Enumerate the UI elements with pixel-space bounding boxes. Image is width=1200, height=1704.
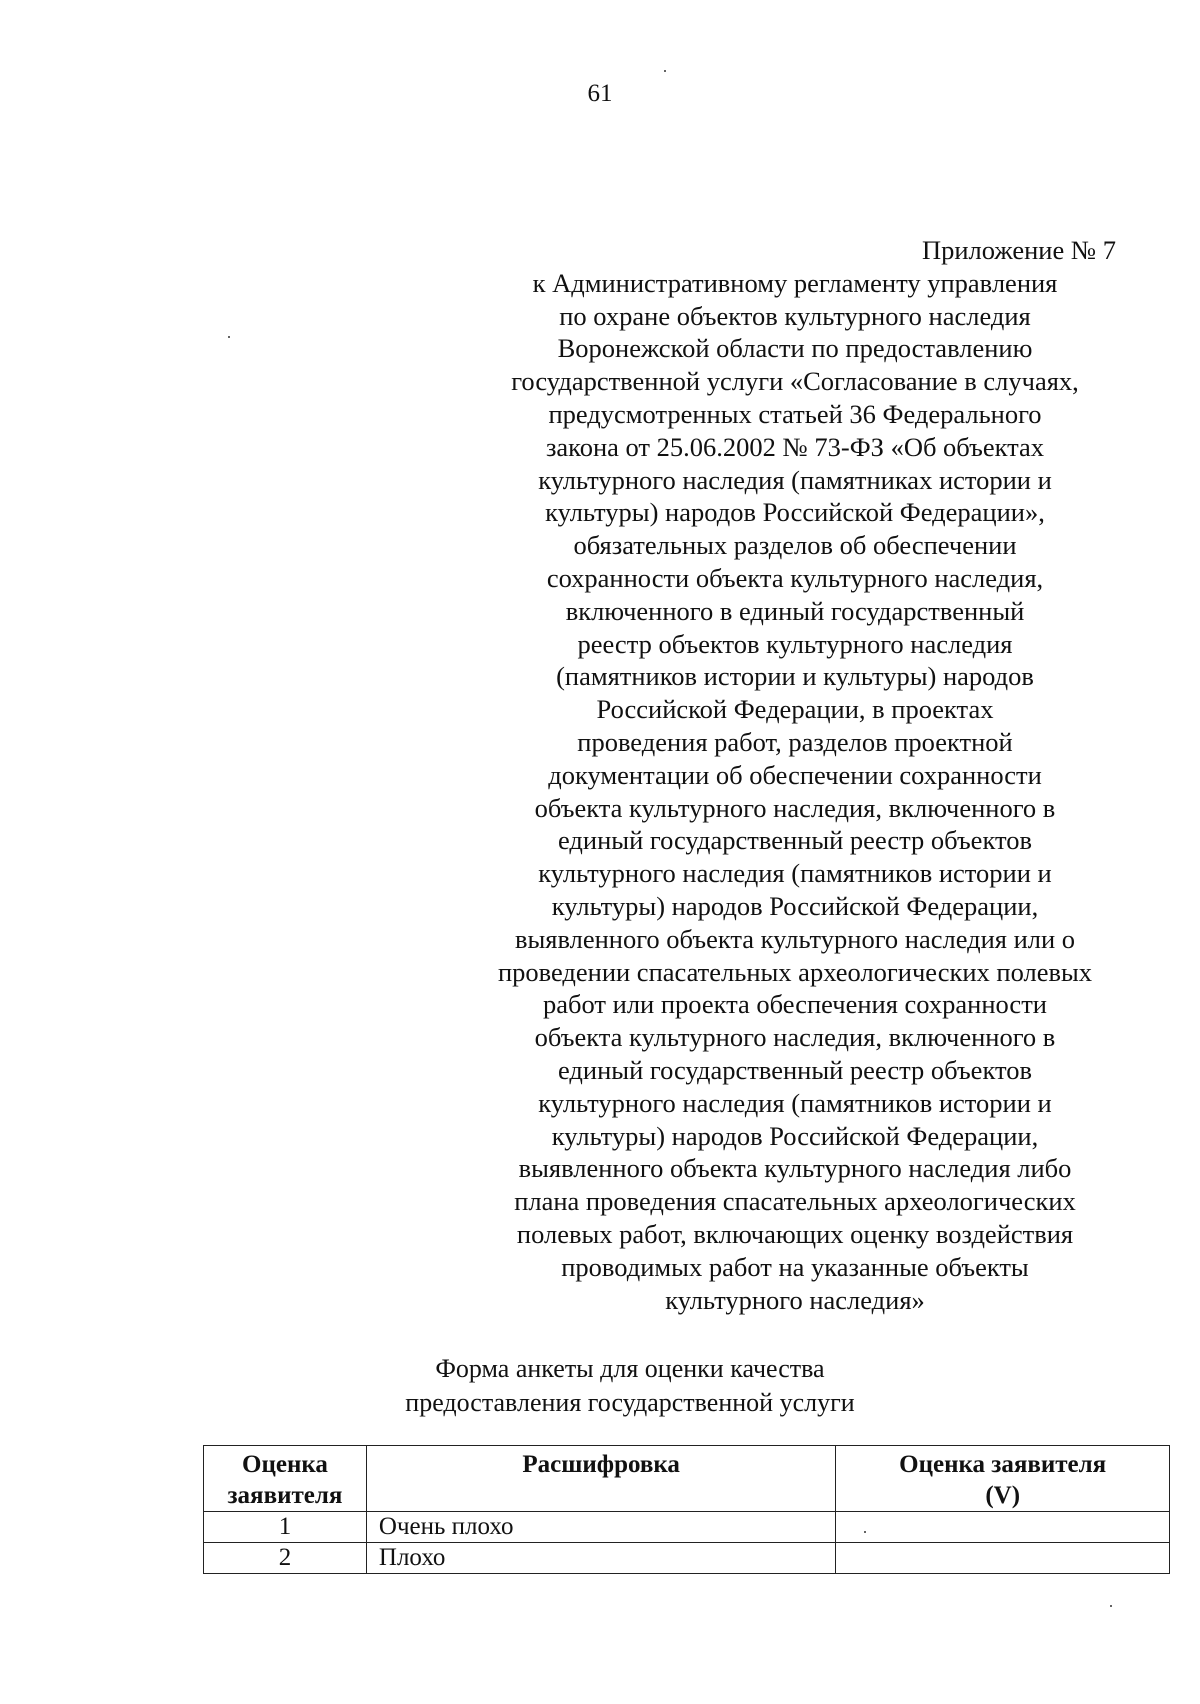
scan-speck (664, 70, 666, 72)
rating-table (203, 1445, 1170, 1574)
mark-cell[interactable] (836, 1543, 1170, 1574)
score-cell: 2 (204, 1543, 367, 1574)
appendix-line: полевых работ, включающих оценку воздействия (516, 1218, 1074, 1249)
appendix-line: государственной услуги «Согласование в случаях, (511, 366, 1079, 397)
appendix-block (470, 234, 1120, 1316)
appendix-line: предусмотренных статьей 36 Федерального (548, 398, 1042, 429)
appendix-line: (памятников истории и культуры) народов (556, 661, 1034, 692)
appendix-line: выявленного объекта культурного наследия либо (518, 1153, 1072, 1184)
appendix-line: единый государственный реестр объектов (558, 825, 1032, 856)
header-description: Расшифровка (366, 1446, 835, 1512)
appendix-line: культурного наследия (памятниках истории и (538, 464, 1052, 495)
description-cell: Плохо (366, 1543, 835, 1574)
appendix-line: реестр объектов культурного наследия (577, 628, 1013, 659)
appendix-line: культурного наследия (памятников истории и (538, 1087, 1052, 1118)
appendix-line: выявленного объекта культурного наследия или о (514, 923, 1076, 954)
appendix-line: Воронежской области по предоставлению (557, 333, 1033, 364)
appendix-line: работ или проекта обеспечения сохранности (543, 989, 1047, 1020)
header-mark-line: (V) (985, 1482, 1021, 1509)
appendix-line: культуры) народов Российской Федерации, (551, 1120, 1039, 1151)
appendix-line: закона от 25.06.2002 № 73-ФЗ «Об объектах (545, 431, 1045, 462)
form-title (0, 1352, 1200, 1420)
form-title-line: предоставления государственной услуги (405, 1388, 855, 1417)
appendix-line: объекта культурного наследия, включенного в (534, 1022, 1056, 1053)
form-title-line: Форма анкеты для оценки качества (435, 1354, 825, 1383)
appendix-line: по охране объектов культурного наследия (559, 300, 1031, 331)
appendix-line: плана проведения спасательных археологических (514, 1186, 1076, 1217)
scan-speck (864, 1531, 866, 1533)
description-cell: Очень плохо (366, 1512, 835, 1543)
scan-speck (228, 336, 230, 338)
appendix-line: включенного в единый государственный (565, 595, 1025, 626)
appendix-line: сохранности объекта культурного наследия, (546, 562, 1044, 593)
appendix-line: проведении спасательных археологических полевых (497, 956, 1093, 987)
appendix-line: единый государственный реестр объектов (558, 1054, 1032, 1085)
appendix-line: проводимых работ на указанные объекты (561, 1251, 1029, 1282)
table-header-row (204, 1446, 1170, 1512)
header-score-line: заявителя (227, 1482, 343, 1509)
header-score (204, 1446, 367, 1512)
appendix-line: к Административному регламенту управления (532, 267, 1058, 298)
appendix-line: проведения работ, разделов проектной (577, 726, 1013, 757)
header-mark-line: Оценка заявителя (899, 1451, 1107, 1478)
score-cell: 1 (204, 1512, 367, 1543)
appendix-line: документации об обеспечении сохранности (548, 759, 1042, 790)
appendix-line: культурного наследия» (665, 1284, 925, 1315)
appendix-line: Российской Федерации, в проектах (596, 694, 994, 725)
appendix-line: культурного наследия (памятников истории и (538, 858, 1052, 889)
scan-speck (1110, 1605, 1112, 1607)
appendix-line: объекта культурного наследия, включенного в (534, 792, 1056, 823)
appendix-line: культуры) народов Российской Федерации, (551, 890, 1039, 921)
appendix-title: Приложение № 7 (921, 235, 1116, 265)
table-row (204, 1543, 1170, 1574)
page-number: 61 (587, 80, 613, 107)
appendix-line: культуры) народов Российской Федерации», (545, 497, 1045, 528)
table-row (204, 1512, 1170, 1543)
header-mark (836, 1446, 1170, 1512)
appendix-line: обязательных разделов об обеспечении (573, 530, 1017, 561)
mark-cell[interactable] (836, 1512, 1170, 1543)
header-score-line: Оценка (242, 1451, 328, 1478)
